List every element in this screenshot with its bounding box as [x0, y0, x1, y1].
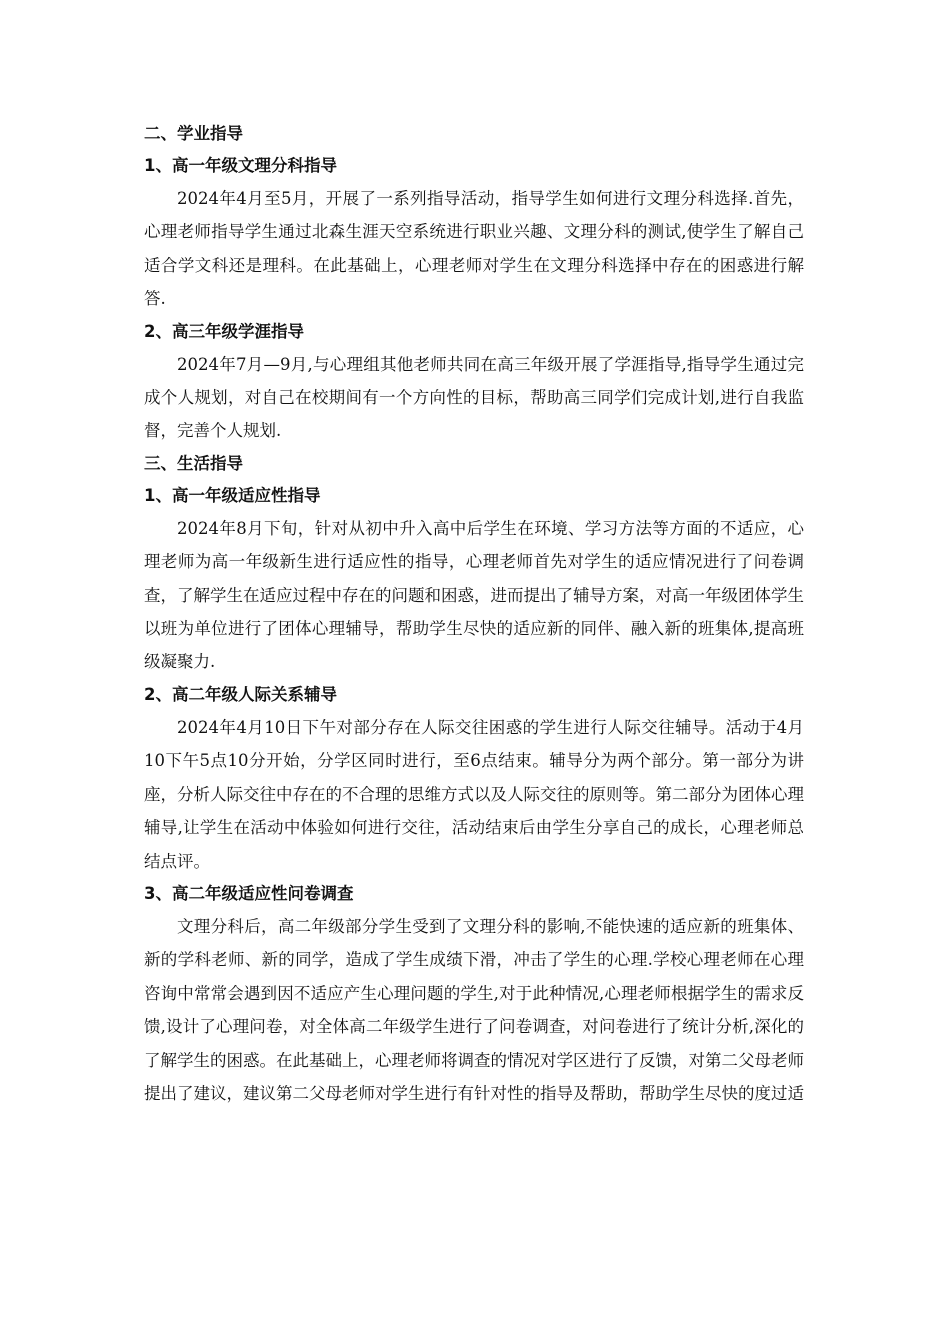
subsection-heading: 2、高二年级人际关系辅导: [144, 684, 337, 704]
paragraph: 2024年4月至5月，开展了一系列指导活动，指导学生如何进行文理分科选择.首先，心理老师指导学生通过北森生涯天空系统进行职业兴趣、文理分科的测试,使学生了解自己适合学文科还是理科。在此基础上，心理老师对学生在文理分科选择中存在的困惑进行解答.: [144, 189, 804, 309]
paragraph: 文理分科后，高二年级部分学生受到了文理分科的影响,不能快速的适应新的班集体、新的学科老师、新的同学，造成了学生成绩下滑，冲击了学生的心理.学校心理老师在心理咨询中常常会遇到因不适应产生心理问题的学生,对于此种情况,心理老师根据学生的需求反馈,设计了心理问卷，对全体高二年级学生进行了问卷调查，对问卷进行了统计分析,深化的了解学生的困惑。在此基础上，心理老师将调查的情况对学区进行了反馈，对第二父母老师提出了建议，建议第二父母老师对学生进行有针对性的指导及帮助，帮助学生尽快的度过适: [144, 916, 804, 1103]
subsection-heading: 3、高二年级适应性问卷调查: [144, 883, 354, 903]
subsection-heading: 1、高一年级文理分科指导: [144, 156, 337, 175]
subsection-heading: 2、高三年级学涯指导: [144, 321, 304, 341]
paragraph: 2024年4月10日下午对部分存在人际交往困惑的学生进行人际交往辅导。活动于4月10下午5点10分开始，分学区同时进行，至6点结束。辅导分为两个部分。第一部分为讲座，分析人际交往中存在的不合理的思维方式以及人际交往的原则等。第二部分为团体心理辅导,让学生在活动中体验如何进行交往，活动结束后由学生分享自己的成长，心理老师总结点评。: [144, 717, 804, 871]
paragraph: 2024年7月—9月,与心理组其他老师共同在高三年级开展了学涯指导,指导学生通过完成个人规划，对自己在校期间有一个方向性的目标，帮助高三同学们完成计划,进行自我监督，完善个人规划.: [144, 354, 804, 441]
section-heading: 三、生活指导: [144, 453, 243, 473]
paragraph: 2024年8月下旬，针对从初中升入高中后学生在环境、学习方法等方面的不适应，心理老师为高一年级新生进行适应性的指导，心理老师首先对学生的适应情况进行了问卷调查，了解学生在适应过程中存在的问题和困惑，进而提出了辅导方案，对高一年级团体学生以班为单位进行了团体心理辅导，帮助学生尽快的适应新的同伴、融入新的班集体,提高班级凝聚力.: [144, 518, 804, 672]
document-body: [144, 118, 804, 1110]
subsection-heading: 1、高一年级适应性指导: [144, 485, 321, 505]
section-heading: 二、学业指导: [144, 124, 243, 143]
